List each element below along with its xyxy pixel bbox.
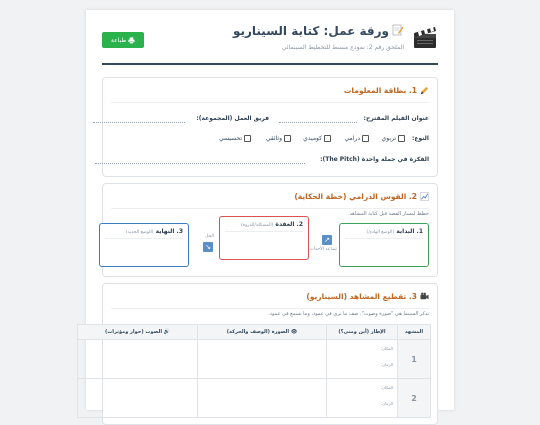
pencil-icon: [420, 86, 429, 95]
time-label: الزمان:: [380, 362, 393, 367]
genre-checkbox[interactable]: [244, 135, 251, 142]
genre-option-comedy[interactable]: [303, 135, 331, 142]
genre-option-drama[interactable]: [345, 135, 369, 142]
arc-box-ending-title: [126, 228, 183, 235]
team-field[interactable]: [93, 122, 185, 123]
video-camera-icon: [420, 292, 429, 301]
image-cell[interactable]: [198, 340, 327, 379]
scenes-note: تذكر السينما هي "صورة وصوت". صف ما نرى في عمود، وما نسمع في عمود.: [268, 311, 429, 317]
arc-box-divider: [225, 231, 303, 232]
genre-checkbox[interactable]: [324, 135, 331, 142]
arrow-up-right-icon: ↗: [322, 235, 332, 245]
image-cell[interactable]: [198, 379, 327, 418]
arrow-resolution-label: الحل: [205, 234, 214, 239]
arrow-rising-action-label: تصاعد الأحداث: [309, 247, 337, 252]
printer-icon: [128, 37, 135, 44]
scenes-card-title-text: 3. تقطيع المشاهد (السيناريو): [306, 292, 417, 301]
arc-box-label: 1. البداية: [396, 228, 423, 235]
arc-card-title-text: 2. القوس الدرامي (خطة الحكاية): [294, 192, 417, 201]
scenes-card-divider: [111, 308, 429, 309]
place-label: المكان:: [380, 385, 393, 390]
genre-checkbox[interactable]: [398, 135, 405, 142]
arc-box-label: 2. العقدة: [275, 221, 303, 228]
info-card: [102, 77, 438, 177]
page-title-text: ورقة عمل: كتابة السيناريو: [232, 24, 389, 38]
scenes-card: [102, 283, 438, 425]
scene-number: 1: [398, 340, 431, 379]
page-subtitle: الملحق رقم 2: نموذج مبسط للتخطيط السينمائي: [281, 44, 404, 51]
table-row: [78, 340, 431, 379]
col-frame: [327, 325, 398, 340]
genre-option-label: كوميدي: [303, 135, 322, 142]
col-image: [198, 325, 327, 340]
arc-card: [102, 183, 438, 277]
arc-box-ending[interactable]: [99, 223, 189, 267]
col-sound: [78, 325, 198, 340]
film-title-label: عنوان الفيلم المقترح:: [363, 115, 429, 122]
page-header: [102, 22, 438, 74]
frame-cell[interactable]: [327, 340, 398, 379]
print-button-label: طباعة: [110, 36, 127, 44]
arc-box-climax-title: [241, 221, 303, 228]
col-scene-label: المشهد: [404, 329, 424, 335]
genre-option-documentary[interactable]: [266, 135, 291, 142]
arc-box-hint: (الوضع الهادئ): [366, 230, 395, 235]
time-label: الزمان:: [380, 401, 393, 406]
place-label: المكان:: [380, 346, 393, 351]
arc-box-label: 3. النهاية: [155, 228, 183, 235]
col-frame-label: الإطار (أين ومتى؟): [338, 329, 386, 335]
arc-box-divider: [105, 238, 183, 239]
memo-icon: [392, 24, 404, 36]
frame-cell[interactable]: [327, 379, 398, 418]
genre-option-label: تحسيسي: [218, 135, 242, 142]
col-image-label: الصورة (الوصف والحركة): [226, 329, 290, 335]
info-card-title: [344, 86, 429, 95]
sound-cell[interactable]: [78, 340, 198, 379]
col-sound-label: الصوت (حوار ومؤثرات): [104, 329, 163, 335]
header-divider: [102, 63, 438, 65]
sound-cell[interactable]: [78, 379, 198, 418]
arc-card-divider: [111, 208, 429, 209]
genre-checkbox[interactable]: [362, 135, 369, 142]
scenes-table: [77, 324, 431, 418]
genre-checkbox[interactable]: [284, 135, 291, 142]
arc-box-divider: [345, 238, 423, 239]
info-card-divider: [111, 102, 429, 103]
scenes-table-header: [78, 325, 431, 340]
print-button[interactable]: [102, 32, 144, 48]
chart-icon: [420, 192, 429, 201]
genre-option-label: درامي: [344, 135, 360, 142]
genre-option-awareness[interactable]: [219, 135, 251, 142]
clapperboard-icon: [412, 24, 438, 50]
eye-icon: 👁: [289, 329, 298, 335]
arc-box-beginning[interactable]: [339, 223, 429, 267]
arc-box-hint: (الوضع الجديد): [125, 230, 154, 235]
genre-option-educational[interactable]: [382, 135, 405, 142]
table-row: [78, 379, 431, 418]
arrow-down-right-icon: ↘: [203, 242, 213, 252]
pitch-label: الفكرة في جملة واحدة (The Pitch):: [320, 156, 429, 163]
arc-box-climax[interactable]: [219, 216, 309, 260]
page-title: [233, 24, 404, 38]
film-title-field[interactable]: [279, 122, 357, 123]
info-card-title-text: 1. بطاقة المعلومات: [343, 86, 417, 95]
arc-card-title: [294, 192, 429, 201]
team-label: فريق العمل (المجموعة):: [196, 115, 269, 122]
speaker-icon: 🔊: [162, 329, 171, 335]
arc-box-hint: (المشكلة/الذروة): [240, 223, 274, 228]
genre-label: النوع:: [411, 135, 429, 142]
scenes-card-title: [306, 292, 429, 301]
genre-option-label: تربوي: [381, 135, 396, 142]
worksheet-page: [86, 10, 454, 410]
scene-number: 2: [398, 379, 431, 418]
arc-box-beginning-title: [366, 228, 423, 235]
col-scene: [398, 325, 431, 340]
genre-option-label: وثائقي: [265, 135, 282, 142]
pitch-field[interactable]: [95, 163, 305, 164]
arc-note: خطط لمسار القصة قبل كتابة المشاهد.: [348, 211, 429, 217]
